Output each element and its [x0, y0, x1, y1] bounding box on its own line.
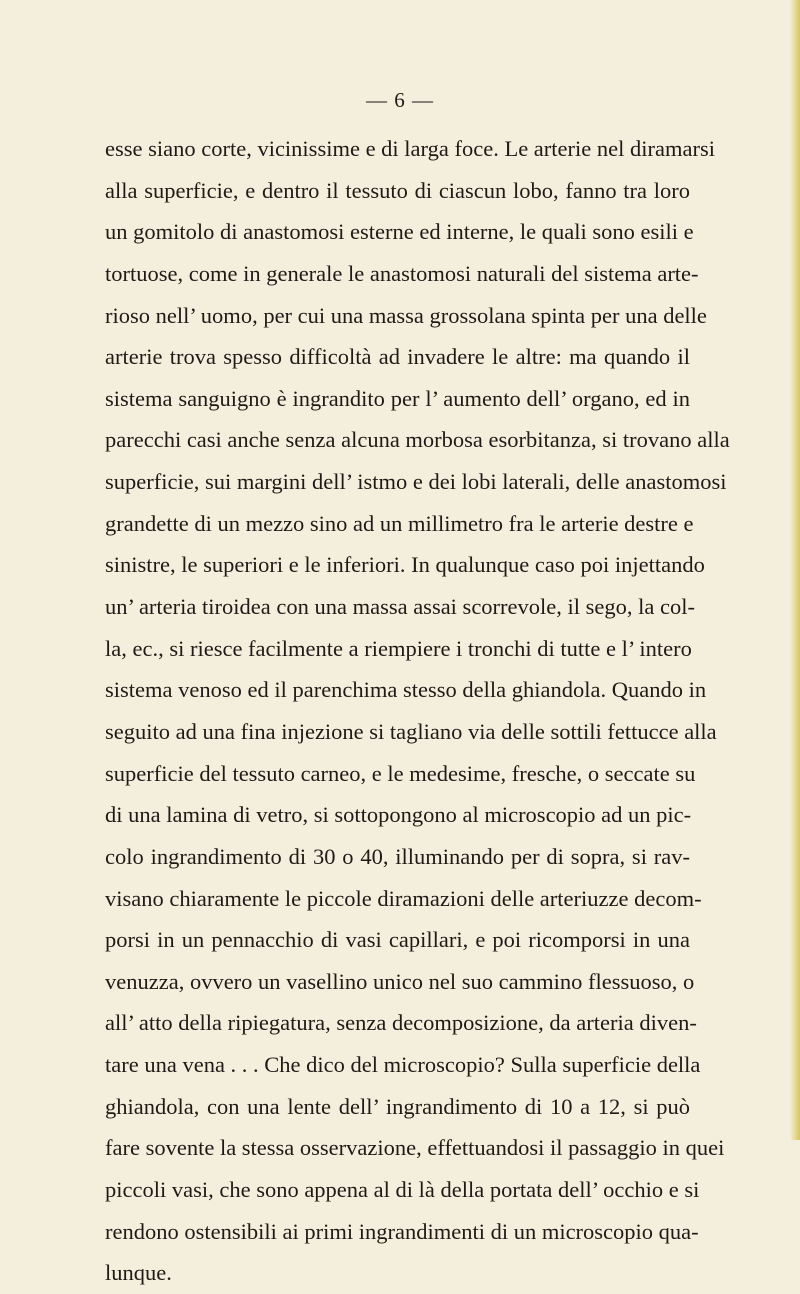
text-line-18: colo ingrandimento di 30 o 40, illuminando per di sopra, si rav- — [105, 843, 690, 869]
text-line-8: parecchi casi anche senza alcuna morbosa esorbitanza, si trovano alla — [105, 427, 730, 453]
text-line-22: all’ atto della ripiegatura, senza decomposizione, da arteria diven- — [105, 1010, 697, 1036]
text-line-12: un’ arteria tiroidea con una massa assai scorrevole, il sego, la col- — [105, 594, 695, 620]
text-line-17: di una lamina di vetro, si sottopongono al microscopio ad un pic- — [105, 802, 692, 828]
text-line-26: piccoli vasi, che sono appena al di là della portata dell’ occhio e si — [105, 1177, 700, 1203]
text-line-5: rioso nell’ uomo, per cui una massa grossolana spinta per una delle — [105, 302, 707, 328]
text-line-1: esse siano corte, vicinissime e di larga foce. Le arterie nel diramarsi — [105, 136, 715, 161]
text-line-10: grandette di un mezzo sino ad un millimetro fra le arterie destre e — [105, 510, 694, 536]
text-line-24: ghiandola, con una lente dell’ ingrandimento di 10 a 12, si può — [105, 1093, 690, 1119]
text-line-25: fare sovente la stessa osservazione, effettuandosi il passaggio in quei — [105, 1135, 725, 1161]
text-line-28: lunque. — [105, 1260, 172, 1286]
body-text — [105, 128, 730, 1294]
text-line-6: arterie trova spesso difficoltà ad invadere le altre: ma quando il — [105, 344, 690, 370]
text-line-4: tortuose, come in generale le anastomosi naturali del sistema arte- — [105, 260, 699, 286]
text-line-15: seguito ad una fina injezione si tagliano via delle sottili fettucce alla — [105, 718, 717, 744]
text-line-9: superficie, sui margini dell’ istmo e dei lobi laterali, delle anastomosi — [105, 469, 727, 495]
text-line-7: sistema sanguigno è ingrandito per l’ aumento dell’ organo, ed in — [105, 385, 690, 411]
text-line-2: alla superficie, e dentro il tessuto di ciascun lobo, fanno tra loro — [105, 177, 690, 203]
text-line-20: porsi in un pennacchio di vasi capillari, e poi ricomporsi in una — [105, 927, 690, 953]
page-number: — 6 — — [366, 88, 434, 112]
text-line-16: superficie del tessuto carneo, e le medesime, fresche, o seccate su — [105, 760, 696, 786]
text-line-14: sistema venoso ed il parenchima stesso della ghiandola. Quando in — [105, 677, 707, 703]
text-line-3: un gomitolo di anastomosi esterne ed interne, le quali sono esili e — [105, 219, 694, 245]
text-line-13: la, ec., si riesce facilmente a riempiere i tronchi di tutte e l’ intero — [105, 635, 692, 661]
text-line-27: rendono ostensibili ai primi ingrandimenti di un microscopio qua- — [105, 1218, 699, 1244]
text-line-21: venuzza, ovvero un vasellino unico nel suo cammino flessuoso, o — [105, 968, 695, 994]
text-line-11: sinistre, le superiori e le inferiori. In qualunque caso poi injettando — [105, 552, 705, 578]
text-line-23: tare una vena . . . Che dico del microscopio? Sulla superficie della — [105, 1052, 701, 1078]
page-edge-shadow — [790, 0, 800, 1140]
text-line-19: visano chiaramente le piccole diramazioni delle arteriuzze decom- — [105, 885, 702, 911]
